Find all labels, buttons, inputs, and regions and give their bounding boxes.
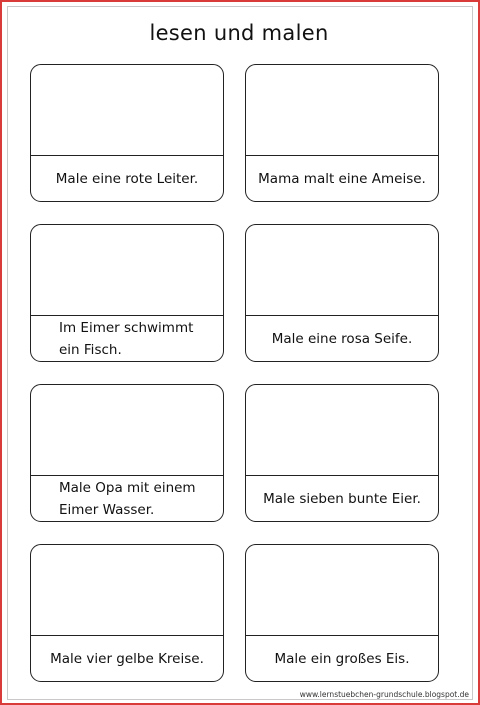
card-caption <box>31 156 223 202</box>
caption-text: Mama malt eine Ameise. <box>258 171 426 187</box>
drawing-area[interactable] <box>246 65 438 156</box>
exercise-card <box>30 544 224 682</box>
card-caption <box>31 316 223 362</box>
card-caption <box>246 476 438 522</box>
exercise-card <box>245 384 439 522</box>
exercise-card <box>30 64 224 202</box>
exercise-card <box>30 384 224 522</box>
exercise-card <box>245 544 439 682</box>
drawing-area[interactable] <box>31 385 223 476</box>
caption-text: Im Eimer schwimmt ein Fisch. <box>59 320 194 358</box>
caption-text: Male sieben bunte Eier. <box>263 491 421 507</box>
worksheet-page <box>7 6 473 700</box>
exercise-card <box>30 224 224 362</box>
drawing-area[interactable] <box>31 545 223 636</box>
card-caption <box>31 636 223 682</box>
caption-text: Male ein großes Eis. <box>274 651 410 667</box>
card-caption <box>246 156 438 202</box>
card-caption <box>31 476 223 522</box>
footer-url: www.lernstuebchen-grundschule.blogspot.de <box>299 690 469 699</box>
card-caption <box>246 636 438 682</box>
drawing-area[interactable] <box>31 65 223 156</box>
caption-text: Male vier gelbe Kreise. <box>50 651 204 667</box>
drawing-area[interactable] <box>246 545 438 636</box>
caption-text: Male eine rote Leiter. <box>55 171 199 187</box>
drawing-area[interactable] <box>246 225 438 316</box>
exercise-card <box>245 64 439 202</box>
caption-text: Male eine rosa Seife. <box>271 331 413 347</box>
card-caption <box>246 316 438 362</box>
exercise-card <box>245 224 439 362</box>
worksheet-title: lesen und malen <box>149 21 329 45</box>
drawing-area[interactable] <box>31 225 223 316</box>
drawing-area[interactable] <box>246 385 438 476</box>
caption-text: Male Opa mit einem Eimer Wasser. <box>59 480 196 518</box>
